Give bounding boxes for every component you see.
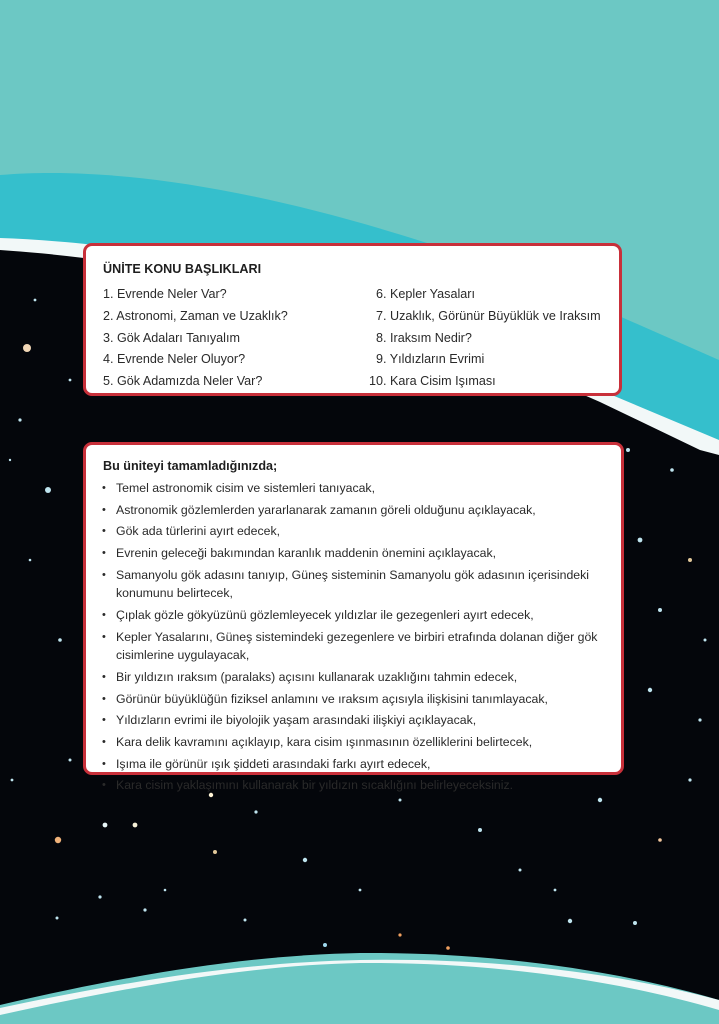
topic-item: 5. Gök Adamızda Neler Var? bbox=[103, 374, 263, 389]
goal-item bbox=[100, 501, 611, 520]
topics-right-column bbox=[369, 284, 601, 393]
learning-goals-list bbox=[100, 479, 611, 798]
goal-item bbox=[100, 566, 611, 603]
bullet-icon: • bbox=[102, 525, 106, 538]
goal-text: Kara cisim yaklaşımını kullanarak bir yıldızın sıcaklığını belirleyeceksiniz. bbox=[116, 778, 514, 793]
bullet-icon: • bbox=[102, 757, 106, 770]
bullet-icon: • bbox=[102, 630, 106, 643]
bullet-icon: • bbox=[102, 692, 106, 705]
unit-topics-title: ÜNİTE KONU BAŞLIKLARI bbox=[103, 262, 262, 276]
topic-item: 3. Gök Adaları Tanıyalım bbox=[103, 330, 240, 345]
goal-text: Görünür büyüklüğün fiziksel anlamını ve ıraksım açısıyla ilişkisini tanımlayacak, bbox=[116, 691, 548, 706]
learning-goals-card bbox=[83, 442, 624, 793]
goal-text: Samanyolu gök adasını tanıyıp, Güneş sisteminin Samanyolu gök adasının içerisindeki konumunu belirtecek, bbox=[116, 567, 590, 601]
goal-item bbox=[100, 776, 611, 795]
goal-item bbox=[100, 668, 611, 687]
goal-text: Astronomik gözlemlerden yararlanarak zamanın göreli olduğunu açıklayacak, bbox=[116, 502, 536, 517]
goal-item bbox=[100, 628, 611, 665]
goal-text: Evrenin geleceği bakımından karanlık maddenin önemini açıklayacak, bbox=[116, 546, 497, 561]
bullet-icon: • bbox=[102, 547, 106, 560]
bullet-icon: • bbox=[102, 609, 106, 622]
bullet-icon: • bbox=[102, 779, 106, 792]
goal-item bbox=[100, 733, 611, 752]
goal-text: Yıldızların evrimi ile biyolojik yaşam arasındaki ilişkiyi açıklayacak, bbox=[116, 713, 477, 728]
topic-item: 10. Kara Cisim Işıması bbox=[369, 374, 496, 389]
goal-text: Işıma ile görünür ışık şiddeti arasındaki farkı ayırt edecek, bbox=[116, 756, 431, 771]
topic-item: 7. Uzaklık, Görünür Büyüklük ve Iraksım bbox=[376, 308, 601, 323]
topic-item: 1. Evrende Neler Var? bbox=[103, 287, 227, 301]
goal-text: Temel astronomik cisim ve sistemleri tanıyacak, bbox=[116, 481, 375, 495]
topic-item: 4. Evrende Neler Oluyor? bbox=[103, 352, 246, 367]
goal-item bbox=[100, 606, 611, 625]
topic-item: 2. Astronomi, Zaman ve Uzaklık? bbox=[103, 308, 288, 323]
goal-item bbox=[100, 755, 611, 774]
bullet-icon: • bbox=[102, 503, 106, 516]
goal-item bbox=[100, 690, 611, 709]
bullet-icon: • bbox=[102, 736, 106, 749]
bullet-icon: • bbox=[102, 568, 106, 581]
topic-item: 8. Iraksım Nedir? bbox=[376, 330, 472, 345]
goal-text: Gök ada türlerini ayırt edecek, bbox=[116, 524, 281, 539]
goal-item bbox=[100, 479, 611, 498]
topic-item: 6. Kepler Yasaları bbox=[376, 287, 475, 301]
goal-text: Kara delik kavramını açıklayıp, kara cisim ışınmasının özelliklerini belirtecek, bbox=[116, 735, 533, 750]
topics-left-column bbox=[103, 284, 288, 393]
goal-text: Çıplak gözle gökyüzünü gözlemleyecek yıldızlar ile gezegenleri ayırt edecek, bbox=[116, 608, 534, 623]
learning-goals-title: Bu üniteyi tamamladığınızda; bbox=[103, 459, 278, 473]
bullet-icon: • bbox=[102, 482, 106, 494]
unit-topics-card bbox=[83, 243, 622, 396]
goal-text: Kepler Yasalarını, Güneş sistemindeki gezegenlere ve birbiri etrafında dolanan diğer gök cisimlerine uygulayacak, bbox=[116, 629, 598, 663]
bullet-icon: • bbox=[102, 671, 106, 683]
goal-item bbox=[100, 522, 611, 541]
topic-item: 9. Yıldızların Evrimi bbox=[376, 352, 485, 367]
goal-item bbox=[100, 544, 611, 563]
goal-item bbox=[100, 711, 611, 730]
bullet-icon: • bbox=[102, 714, 106, 727]
goal-text: Bir yıldızın ıraksım (paralaks) açısını kullanarak uzaklığını tahmin edecek, bbox=[116, 670, 518, 684]
